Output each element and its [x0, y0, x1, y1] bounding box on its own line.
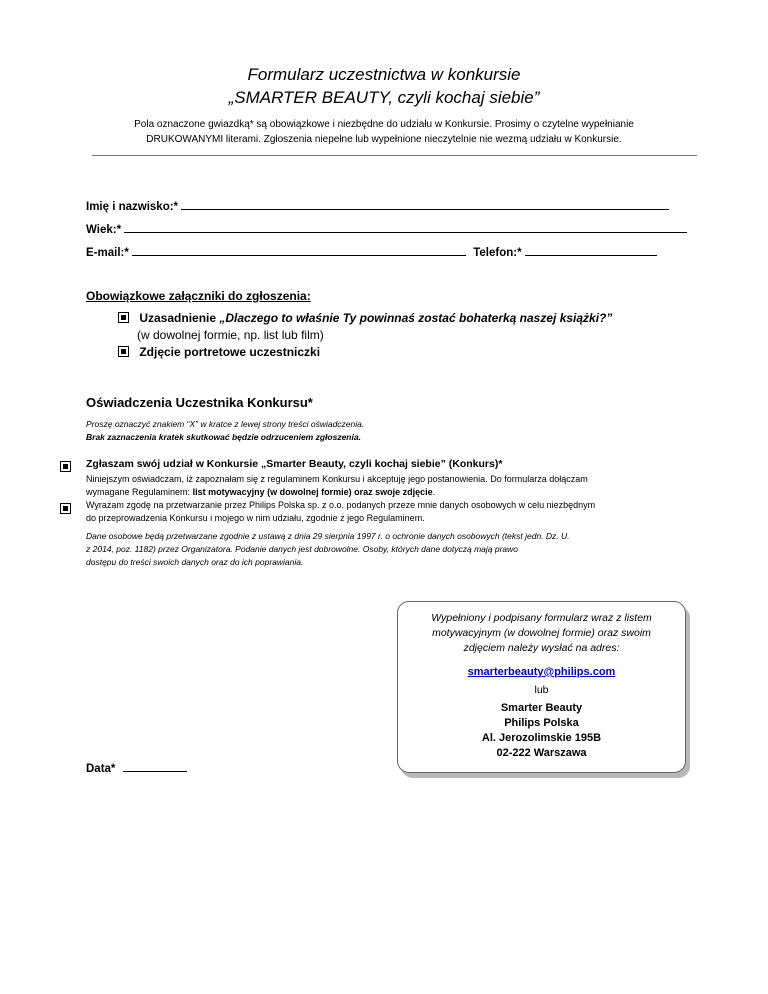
declaration-1-checkbox-wrap: [60, 459, 71, 477]
attachment-item-2: [118, 345, 320, 359]
declarations-heading: Oświadczenia Uczestnika Konkursu*: [86, 395, 313, 410]
contact-row: [86, 245, 657, 259]
submission-line2: motywacyjnym (w dowolnej formie) oraz swoim: [432, 627, 651, 639]
submission-text: [408, 611, 675, 656]
submission-email-link[interactable]: smarterbeauty@philips.com: [467, 666, 616, 678]
declarations-warning: Brak zaznaczenia kratek skutkować będzie odrzuceniem zgłoszenia.: [86, 432, 361, 442]
submission-or: lub: [534, 684, 549, 696]
form-title-line1: Formularz uczestnictwa w konkursie: [247, 65, 521, 84]
name-input-line[interactable]: [181, 199, 669, 210]
attachment-1-note: (w dowolnej formie, np. list lub film): [137, 328, 324, 342]
attachment-1-question: „Dlaczego to właśnie Ty powinnaś zostać bohaterką naszej książki?”: [219, 311, 613, 325]
name-label: Imię i nazwisko:*: [86, 201, 179, 213]
address-line2: Philips Polska: [504, 717, 579, 729]
attachment-item-1: [118, 311, 612, 325]
date-label: Data*: [86, 763, 116, 775]
email-input-line[interactable]: [132, 245, 466, 256]
email-label: E-mail:*: [86, 247, 129, 259]
date-row: [86, 761, 187, 775]
privacy-line1: Dane osobowe będą przetwarzane zgodnie z ustawą z dnia 29 sierpnia 1997 r. o ochronie danych osobowych (tekst jedn. Dz. U.: [86, 531, 570, 541]
phone-label: Telefon:*: [473, 247, 522, 259]
declaration-2-line1: Wyrażam zgodę na przetwarzanie przez Philips Polska sp. z o.o. podanych przeze mnie danych osobowych w celu niezbędnym: [86, 500, 596, 510]
attachment-2-label: Zdjęcie portretowe uczestniczki: [139, 345, 321, 359]
divider: [92, 155, 697, 156]
declaration-2-text: [86, 499, 698, 525]
privacy-notice: [86, 530, 698, 569]
attachments-heading: Obowiązkowe załączniki do zgłoszenia:: [86, 289, 311, 303]
checkbox-icon[interactable]: [60, 503, 71, 514]
attachment-1-prefix: Uzasadnienie: [139, 311, 220, 325]
declaration-1-end: .: [432, 487, 436, 497]
intro-text: [100, 117, 668, 147]
privacy-line2: z 2014, poz. 1182) przez Organizatora. Podanie danych jest dobrowolne. Osoby, których dane dotyczą mają prawo: [86, 544, 519, 554]
declaration-1-title: Zgłaszam swój udział w Konkursie „Smarter Beauty, czyli kochaj siebie” (Konkurs)*: [86, 458, 503, 470]
postal-address: [398, 701, 685, 761]
form-title-line2: „SMARTER BEAUTY, czyli kochaj siebie”: [228, 88, 540, 107]
declaration-1-line2: wymagane Regulaminem:: [86, 487, 193, 497]
submission-box: [397, 601, 686, 773]
submission-line3: zdjęciem należy wysłać na adres:: [463, 642, 620, 654]
age-row: [86, 222, 687, 236]
submission-line1: Wypełniony i podpisany formularz wraz z listem: [431, 612, 652, 624]
phone-input-line[interactable]: [525, 245, 657, 256]
intro-line1: Pola oznaczone gwiazdką* są obowiązkowe i niezbędne do udziału w Konkursie. Prosimy o czytelne wypełnianie: [134, 119, 634, 130]
address-line1: Smarter Beauty: [500, 702, 583, 714]
declaration-2-checkbox-wrap: [60, 501, 71, 519]
intro-line2: DRUKOWANYMI literami. Zgłoszenia niepełne lub wypełnione nieczytelnie nie wezmą udziału w Konkursie.: [146, 134, 622, 145]
address-line4: 02-222 Warszawa: [496, 747, 587, 759]
age-label: Wiek:*: [86, 224, 122, 236]
declaration-1-text: [86, 473, 698, 499]
privacy-line3: dostępu do treści swoich danych oraz do ich poprawiania.: [86, 557, 304, 567]
checkbox-icon[interactable]: [118, 312, 129, 323]
age-input-line[interactable]: [124, 222, 687, 233]
date-input-line[interactable]: [123, 761, 187, 772]
declaration-2-line2: do przeprowadzenia Konkursu i mojego w nim udziału, zgodnie z jego Regulaminem.: [86, 513, 425, 523]
declaration-1-required: list motywacyjny (w dowolnej formie) oraz swoje zdjęcie: [192, 487, 433, 497]
declaration-1-line1: Niniejszym oświadczam, iż zapoznałam się z regulaminem Konkursu i akceptuję jego postanowienia. Do formularza dołączam: [86, 474, 588, 484]
checkbox-icon[interactable]: [60, 461, 71, 472]
name-row: [86, 199, 669, 213]
address-line3: Al. Jerozolimskie 195B: [481, 732, 602, 744]
declarations-instruction: Proszę oznaczyć znakiem “X” w kratce z lewej strony treści oświadczenia.: [86, 419, 365, 429]
checkbox-icon[interactable]: [118, 346, 129, 357]
